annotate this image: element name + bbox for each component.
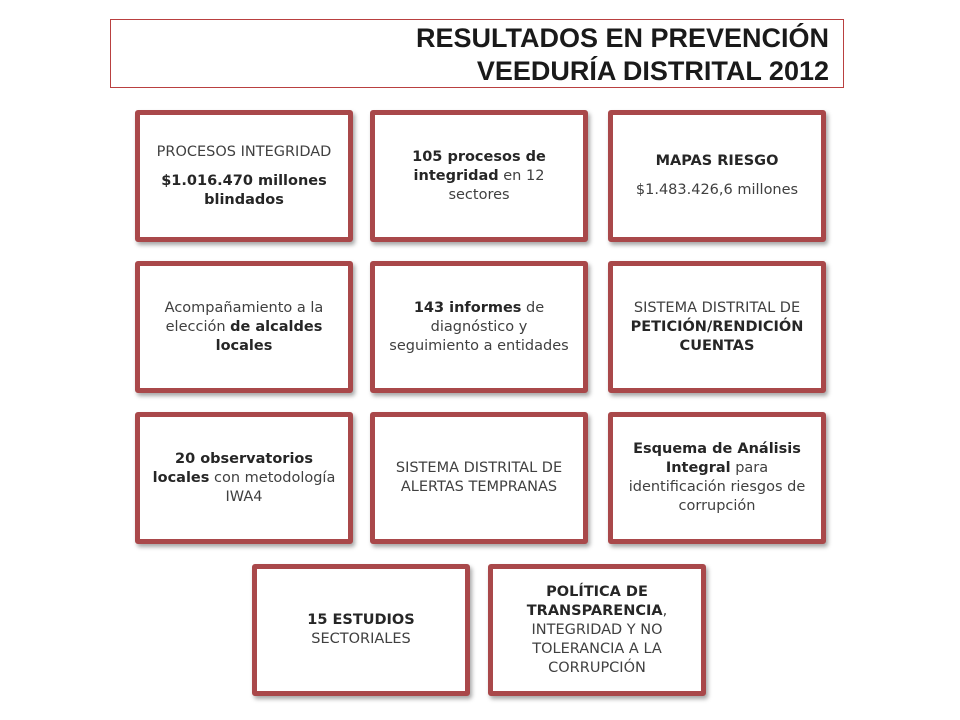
title-line-2: VEEDURÍA DISTRITAL 2012 <box>476 56 829 86</box>
card-3-label: MAPAS RIESGO <box>655 153 779 169</box>
card-11-highlight: POLÍTICA DE TRANSPARENCIA <box>526 583 663 619</box>
card-6-text: SISTEMA DISTRITAL DE <box>633 299 801 316</box>
card-4-highlight: de alcaldes locales <box>215 318 323 354</box>
card-10-highlight: 15 ESTUDIOS <box>307 612 415 628</box>
card-5-text: de diagnóstico y seguimiento a entidades <box>389 299 569 354</box>
card-mapas-riesgo <box>608 110 826 242</box>
card-estudios-sectoriales <box>252 564 470 696</box>
card-informes <box>370 261 588 393</box>
card-esquema-analisis <box>608 412 826 544</box>
card-9-highlight: Esquema de Análisis Integral <box>633 441 801 476</box>
card-4-text: Acompañamiento a la elección <box>164 299 324 335</box>
card-sistema-peticion <box>608 261 826 393</box>
card-7-highlight: 20 observatorios locales <box>152 450 314 486</box>
card-procesos-integridad <box>135 110 353 242</box>
card-2-highlight: 105 procesos de integridad <box>412 148 546 184</box>
card-observatorios <box>135 412 353 544</box>
card-procesos-de-integridad <box>370 110 588 242</box>
card-5-highlight: 143 informes <box>413 299 522 316</box>
card-alertas-tempranas <box>370 412 588 544</box>
card-11-text: , INTEGRIDAD Y NO TOLERANCIA A LA CORRUPCIÓN <box>531 602 668 676</box>
card-3-value: $1.483.426,6 millones <box>635 182 799 198</box>
card-1-value: $1.016.470 millones blindados <box>161 172 327 208</box>
title-line-1: RESULTADOS EN PREVENCIÓN <box>415 23 829 53</box>
card-8-text: SISTEMA DISTRITAL DE ALERTAS TEMPRANAS <box>395 460 563 495</box>
card-1-label: PROCESOS INTEGRIDAD <box>156 143 332 160</box>
card-10-text: SECTORIALES <box>311 631 411 647</box>
card-politica-transparencia <box>488 564 706 696</box>
card-6-highlight: PETICIÓN/RENDICIÓN CUENTAS <box>630 318 804 354</box>
card-7-text: con metodología IWA4 <box>209 469 336 505</box>
card-2-text: en 12 sectores <box>448 167 545 203</box>
card-9-text: para identificación riesgos de corrupción <box>628 460 806 514</box>
card-acompanamiento <box>135 261 353 393</box>
slide-title <box>110 19 844 88</box>
